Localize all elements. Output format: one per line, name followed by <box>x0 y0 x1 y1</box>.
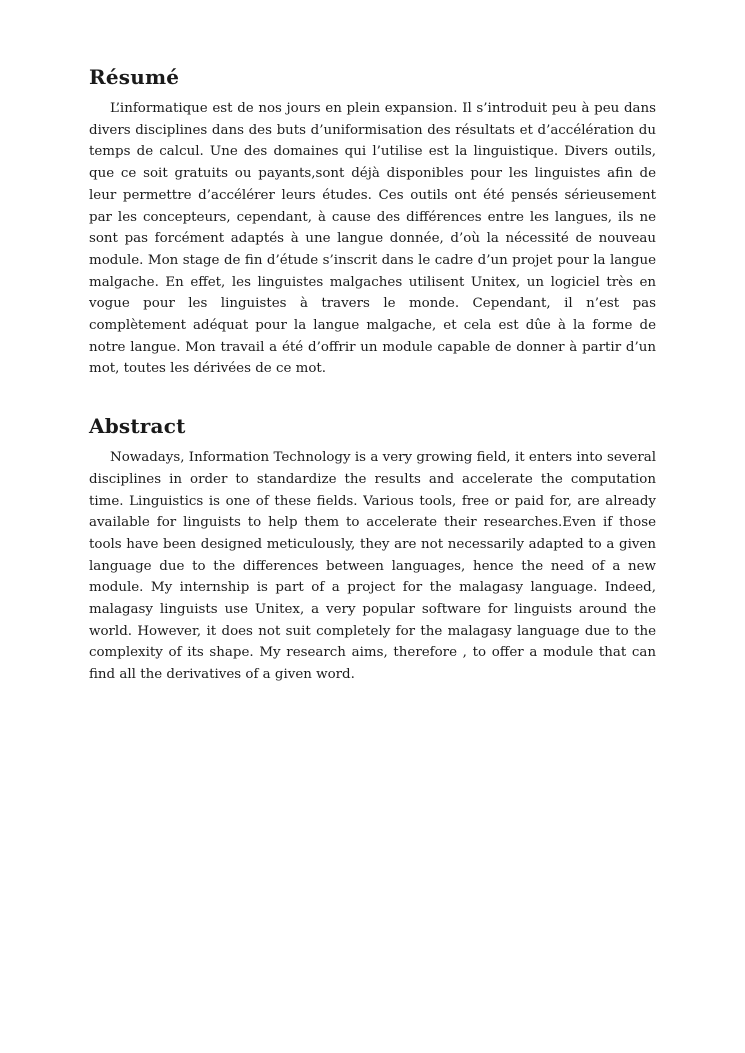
resume-heading: Résumé <box>89 65 180 89</box>
document-page <box>89 62 656 686</box>
resume-paragraph: L’informatique est de nos jours en plein expansion. Il s’introduit peu à peu dans divers disciplines dans des buts d’uniformisation des résultats et d’accélération du temps de calcul. Une des domaines qui l’utilise est la linguistique. Divers outils, que ce soit gratuits ou payants,sont déjà disponibles pour les linguistes afin de leur permettre d’accélérer leurs études. Ces outils ont été pensés sérieusement par les concepteurs, cependant, à cause des différences entre les langues, ils ne sont pas forcément adaptés à une langue donnée, d’où la nécessité de nouveau module. Mon stage de fin d’étude s’inscrit dans le cadre d’un projet pour la langue malgache. En effet, les linguistes malgaches utilisent Unitex, un logiciel très en vogue pour les linguistes à travers le monde. Cependant, il n’est pas complètement adéquat pour la langue malgache, et cela est dûe à la forme de notre langue. Mon travail a été d’offrir un module capable de donner à partir d’un mot, toutes les dérivées de ce mot. <box>89 101 656 377</box>
abstract-paragraph: Nowadays, Information Technology is a very growing field, it enters into several disciplines in order to standardize the results and accelerate the computation time. Linguistics is one of these fields. Various tools, free or paid for, are already available for linguists to help them to accelerate their researches.Even if those tools have been designed meticulously, they are not necessarily adapted to a given language due to the differences between languages, hence the need of a new module. My internship is part of a project for the malagasy language. Indeed, malagasy linguists use Unitex, a very popular software for linguists around the world. However, it does not suit completely for the malagasy language due to the complexity of its shape. My research aims, therefore , to offer a module that can find all the derivatives of a given word. <box>89 450 656 683</box>
abstract-heading: Abstract <box>89 414 186 439</box>
